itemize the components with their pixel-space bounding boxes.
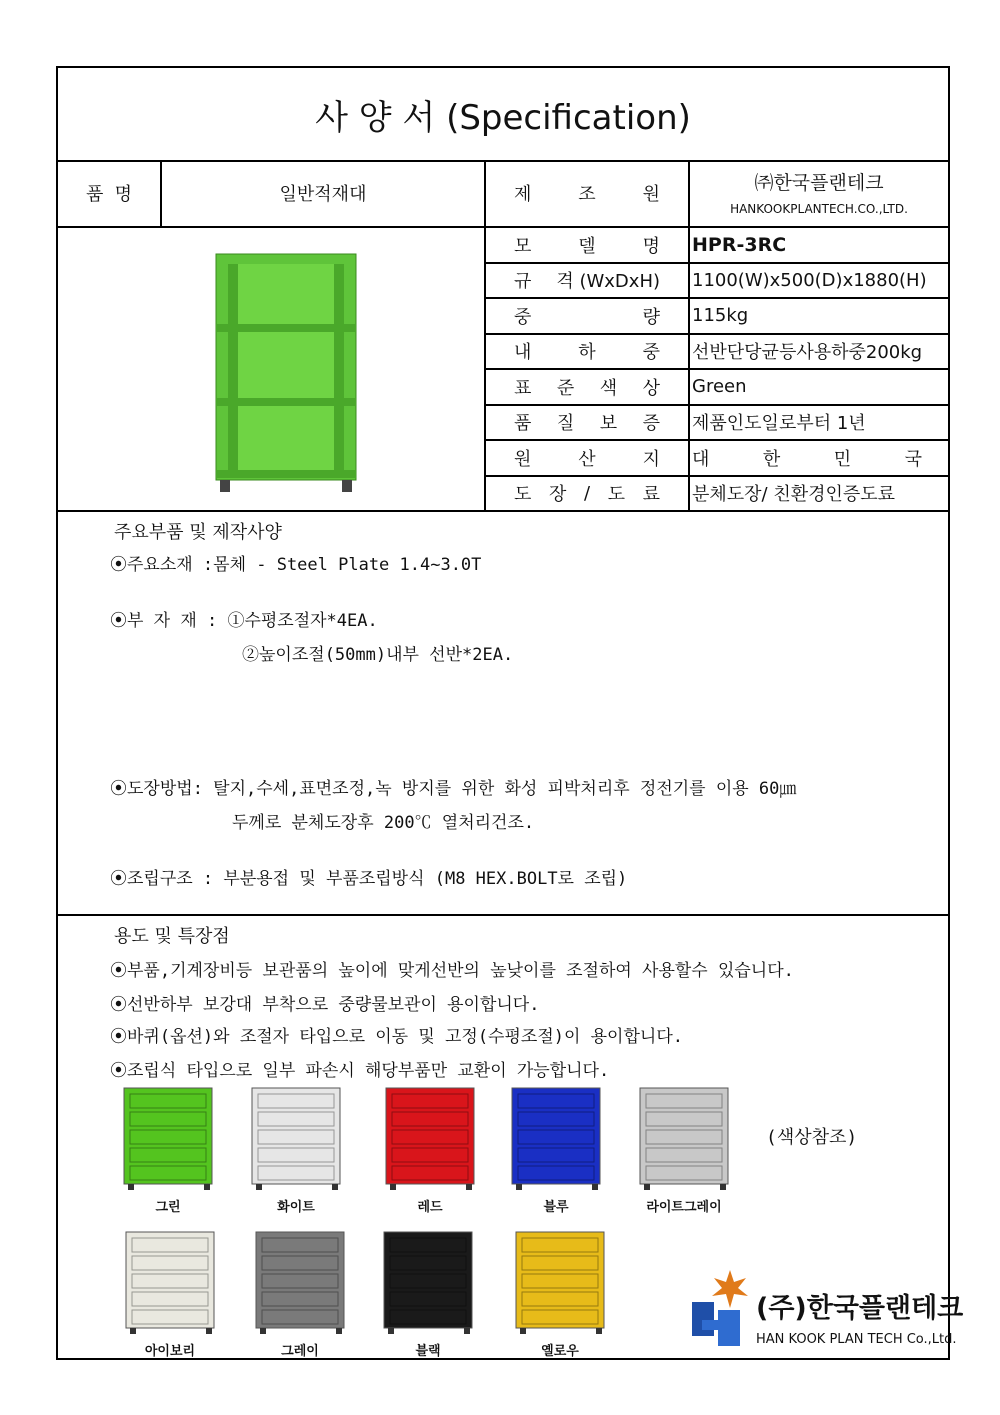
product-image [208,250,368,500]
product-name-label: 품 명 [86,184,132,205]
spec-value: Green [692,376,747,398]
product-name-value: 일반적재대 [279,184,367,205]
spec-label-part: 질 [556,413,575,435]
swatch-label: 아이보리 [144,1344,196,1359]
spec-value-part: 대 [692,448,710,470]
swatch-shelf [382,1086,482,1196]
spec-sheet [56,66,964,1360]
page-title: 사 양 서 (Specification) [58,68,948,162]
usage-item: ⦿부품,기계장비등 보관품의 높이에 맞게선반의 높낮이를 조절하여 사용할수 있습니다. [110,961,794,981]
spec-label-part: 지 [642,448,660,470]
maker-name: ㈜한국플랜테크 [754,172,884,194]
spec-value-part: 한 [762,448,781,470]
maker-name-en: HANKOOKPLANTECH.CO.,LTD. [730,202,908,216]
spec-value: 115kg [692,305,749,327]
spec-label-part: 량 [642,306,660,328]
paint-method-1: ⦿도장방법: 탈지,수세,표면조정,녹 방지를 위한 화성 피박처리후 정전기를 이용 60㎛ [110,779,797,799]
spec-label [486,264,688,298]
spec-label-part: 증 [642,413,660,435]
spec-label-part: 상 [642,377,660,399]
spec-label [486,370,688,404]
parts-heading: 주요부품 및 제작사양 [114,522,282,543]
spec-label-part: 도 [607,484,625,506]
swatch-shelf [508,1086,608,1196]
swatch-label: 레드 [417,1200,443,1215]
spec-label-part: 장 [548,484,567,506]
spec-label-part: 품 [514,413,532,435]
assembly-method: ⦿조립구조 : 부분용접 및 부품조립방식 (M8 HEX.BOLT로 조립) [110,869,628,889]
swatch-shelf [248,1086,348,1196]
swatch-label: 그레이 [281,1344,319,1359]
spec-value-part: 민 [833,448,852,470]
swatch-label: 옐로우 [541,1344,579,1359]
swatch-label: 라이트그레이 [646,1200,722,1215]
divider [58,914,948,916]
swatch-label: 그린 [155,1200,181,1215]
spec-label-part: 하 [578,342,596,364]
swatch-shelf [120,1086,220,1196]
spec-value: 선반단당균등사용하중200kg [692,342,923,364]
spec-label-part: 내 [514,342,532,364]
color-note: (색상참조) [766,1127,858,1148]
sub-material-1: ⦿부 자 재 : ①수평조절자*4EA. [110,611,378,631]
swatch-shelf [122,1230,222,1340]
spec-label-part: 델 [578,235,596,257]
spec-label-part: 격 (WxDxH) [556,271,660,293]
usage-heading: 용도 및 특장점 [114,926,230,947]
spec-label-part: 표 [514,377,532,399]
spec-label-part: 중 [642,342,660,364]
spec-label [486,228,688,262]
logo-name-en: HAN KOOK PLAN TECH Co.,Ltd. [756,1332,957,1347]
spec-label-part: 산 [578,448,596,470]
swatch-shelf [380,1230,480,1340]
swatch-label: 블랙 [415,1344,441,1359]
spec-label-part: 도 [514,484,532,506]
logo-name: (주)한국플랜테크 [756,1293,964,1324]
maker-value [690,160,948,226]
swatch-shelf [636,1086,736,1196]
maker-label: 제 조 원 [514,184,660,205]
spec-value: 분체도장/ 친환경인증도료 [692,484,896,506]
spec-label-part: / [583,482,591,504]
usage-item: ⦿조립식 타입으로 일부 파손시 해당부품만 교환이 가능합니다. [110,1061,610,1081]
spec-value: HPR-3RC [692,233,787,256]
spec-value: 제품인도일로부터 1년 [692,413,866,435]
swatch-shelf [512,1230,612,1340]
swatch-label: 화이트 [277,1200,315,1215]
usage-item: ⦿선반하부 보강대 부착으로 중량물보관이 용이합니다. [110,995,540,1015]
spec-label [486,477,688,511]
divider [58,510,948,512]
company-logo-icon [688,1268,758,1352]
paint-method-2: 두께로 분체도장후 200℃ 열처리건조. [232,813,535,833]
spec-value-part: 국 [904,448,922,470]
swatch-shelf [252,1230,352,1340]
spec-label-part: 명 [642,235,660,257]
sub-material-2: ②높이조절(50mm)내부 선반*2EA. [242,645,514,665]
spec-label-part: 색 [599,377,618,399]
spec-label-part: 료 [642,484,660,506]
spec-label [486,441,688,475]
spec-label-part: 준 [556,377,575,399]
spec-label-part: 보 [599,413,618,435]
swatch-label: 블루 [543,1200,569,1215]
spec-label [486,335,688,369]
usage-item: ⦿바퀴(옵션)와 조절자 타입으로 이동 및 고정(수평조절)이 용이합니다. [110,1027,683,1047]
spec-label-part: 중 [514,306,532,328]
spec-label [486,406,688,440]
spec-label [486,299,688,333]
spec-value [692,441,946,475]
spec-label-part: 모 [514,235,532,257]
spec-value: 1100(W)x500(D)x1880(H) [692,269,927,291]
spec-label-part: 규 [514,271,532,293]
spec-label-part: 원 [514,448,532,470]
main-material: ⦿주요소재 :몸체 - Steel Plate 1.4~3.0T [110,555,482,575]
